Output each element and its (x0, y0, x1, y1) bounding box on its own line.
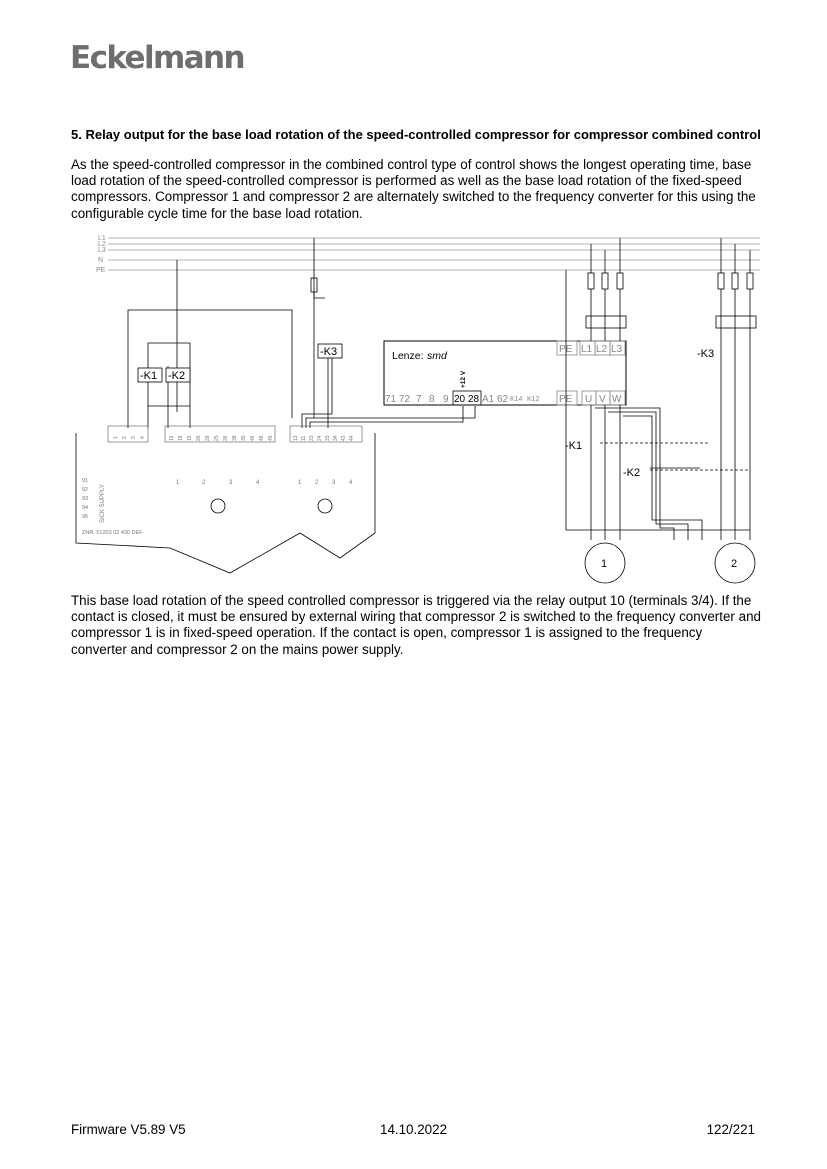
relay-number-left-2: 2 (202, 480, 206, 486)
sick-terminal-95: 95 (82, 514, 89, 520)
group3-terminal-34: 34 (333, 435, 339, 441)
group1-terminal-1: 1 (113, 436, 119, 439)
inverter-top-terminal-pe: PE (559, 344, 573, 355)
wiring-diagram (70, 228, 770, 584)
group2-terminal-45: 45 (268, 435, 274, 441)
contactor-label-k1: -K1 (565, 440, 583, 452)
inverter-terminal-62: 62 (497, 394, 509, 405)
group1-terminal-3: 3 (131, 436, 137, 439)
group2-terminal-36: 36 (223, 435, 229, 441)
inverter-terminal-u: U (585, 394, 593, 405)
inverter-terminal-7: 7 (416, 394, 422, 405)
inverter-terminal-pe: PE (559, 394, 573, 405)
group2-terminal-46: 46 (250, 435, 256, 441)
group2-terminal-48: 48 (259, 435, 265, 441)
group3-terminal-43: 43 (341, 435, 347, 441)
contactor-label-k2: -K2 (623, 467, 641, 479)
inverter-top-terminal-l2: L2 (596, 344, 608, 355)
inverter-terminal-72: 72 (399, 394, 411, 405)
relay-label-k1: -K1 (140, 370, 158, 382)
footer-page-number: 122/221 (706, 1122, 755, 1137)
bus-label-n: N (98, 257, 104, 264)
group2-terminal-15: 15 (187, 435, 193, 441)
relay-number-right-4: 4 (349, 480, 353, 486)
inverter-terminal-9: 9 (443, 394, 449, 405)
intro-paragraph: As the speed-controlled compressor in the combined control type of control shows the longest operating time, base load rotation of the speed-controlled compressor is performed as well as the base load rotation of the fixed-speed compressors. Compressor 1 and compressor 2 are alternately switched to the frequency converter for this using the configurable cycle time for the base load rotation. (71, 157, 756, 221)
sick-terminal-92: 92 (82, 487, 89, 493)
group3-terminal-33: 33 (325, 435, 331, 441)
inverter-terminal-8: 8 (429, 394, 435, 405)
relay-number-left-3: 3 (229, 480, 233, 486)
sick-terminal-94: 94 (82, 505, 89, 511)
inverter-brand: Lenze: (392, 350, 424, 362)
relay-number-left-1: 1 (176, 480, 180, 486)
group1-terminal-4: 4 (140, 436, 146, 439)
inverter-terminal-a1: A1 (482, 394, 495, 405)
relay-label-k2: -K2 (168, 370, 186, 382)
group2-terminal-25: 25 (214, 435, 220, 441)
inverter-model: smd (427, 350, 447, 362)
inverter-terminal-w: W (612, 394, 622, 405)
sick-terminal-93: 93 (82, 496, 89, 502)
group2-terminal-16: 16 (169, 435, 175, 441)
voltage-label: +12 V (460, 370, 467, 388)
group2-terminal-18: 18 (178, 435, 184, 441)
inverter-terminal-20: 20 (454, 394, 466, 405)
section-heading: 5. Relay output for the base load rotation of the speed-controlled compressor for compressor combined control (71, 127, 761, 142)
relay-number-right-3: 3 (332, 480, 336, 486)
group2-terminal-38: 38 (232, 435, 238, 441)
inverter-terminal-71: 71 (385, 394, 397, 405)
inverter-top-terminal-l3: L3 (611, 344, 623, 355)
motor-label-2: 2 (731, 558, 738, 570)
group3-terminal-23: 23 (309, 435, 315, 441)
relay-number-left-4: 4 (256, 480, 260, 486)
inverter-top-terminal-l1: L1 (581, 344, 593, 355)
sick-supply-label: SICK SUPPLY (100, 484, 106, 523)
footer-firmware: Firmware V5.89 V5 (71, 1122, 186, 1137)
sick-terminal-91: 91 (82, 478, 89, 484)
inverter-terminal-28: 28 (468, 394, 480, 405)
footer-date: 14.10.2022 (380, 1122, 448, 1137)
bus-label-l2: L2 (98, 241, 106, 248)
relay-label-k3: -K3 (320, 346, 338, 358)
group2-terminal-28: 28 (205, 435, 211, 441)
group3-terminal-44: 44 (349, 435, 355, 441)
motor-label-1: 1 (601, 558, 608, 570)
inverter-terminal-k12: K12 (527, 396, 540, 403)
bus-label-l1: L1 (98, 235, 106, 242)
bus-label-l3: L3 (98, 247, 106, 254)
group2-terminal-26: 26 (196, 435, 202, 441)
contactor-label-k3: -K3 (697, 348, 715, 360)
inverter-terminal-k14: K14 (510, 396, 523, 403)
group3-terminal-11: 11 (301, 435, 307, 441)
controller-part-number: ZNR. 51203 02 430 DEF (82, 530, 143, 536)
group1-terminal-2: 2 (122, 436, 128, 439)
group3-terminal-13: 13 (293, 435, 299, 441)
bus-label-pe: PE (96, 267, 106, 274)
group2-terminal-35: 35 (241, 435, 247, 441)
explanation-paragraph: This base load rotation of the speed controlled compressor is triggered via the relay output 10 (terminals 3/4). If the contact is closed, it must be ensured by external wiring that compressor 2 is switched to the frequency converter and compressor 1 is in fixed-speed operation. If the contact is open, compressor 1 is assigned to the frequency converter and compressor 2 on the mains power supply. (71, 593, 761, 657)
relay-number-right-2: 2 (315, 480, 319, 486)
eckelmann-logo: Eckelmann (70, 40, 244, 76)
inverter-terminal-v: V (599, 394, 606, 405)
group3-terminal-24: 24 (317, 435, 323, 441)
relay-number-right-1: 1 (298, 480, 302, 486)
